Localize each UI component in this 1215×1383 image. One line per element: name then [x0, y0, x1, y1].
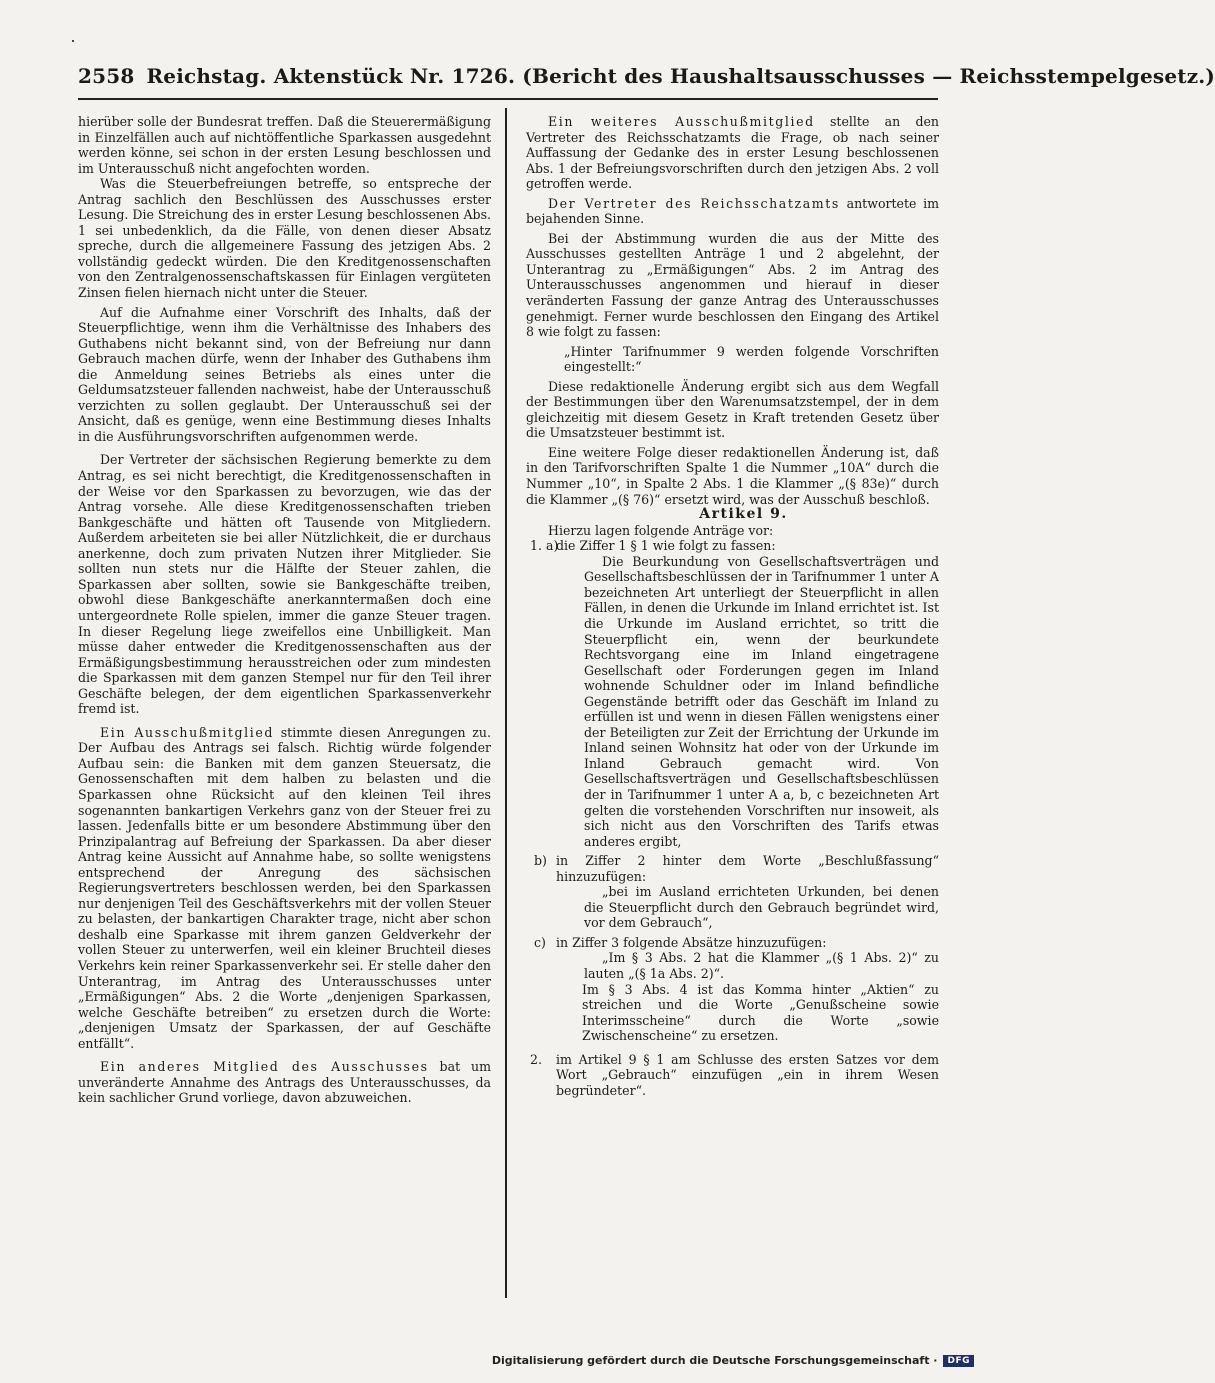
paragraph: Hierzu lagen folgende Anträge vor:	[548, 522, 774, 538]
item-marker: 1. a)	[530, 538, 559, 554]
paragraph	[78, 1059, 491, 1106]
list-item	[526, 1052, 939, 1099]
item-text: in Ziffer 2 hinter dem Worte „Beschlußfassung“ hinzuzufügen:	[556, 853, 939, 884]
digitization-footer	[492, 1354, 974, 1367]
paragraph-text: stellte an den Vertreter des Reichsschatzamts die Frage, ob nach seiner Auffassung der Gedanke des in erster Lesung beschlossenen Abs. 1 der Befreiungsvorschriften durch den jetzigen Abs. 2 voll getroffen werde.	[526, 114, 939, 192]
paragraph: Diese redaktionelle Änderung ergibt sich aus dem Wegfall der Bestimmungen über den Warenumsatzstempel, der in dem gleichzeitig mit diesem Gesetz in Kraft tretenden Gesetz über die Umsatzsteuer bestimmt ist.	[526, 378, 939, 441]
item-text: im Artikel 9 § 1 am Schlusse des ersten Satzes vor dem Wort „Gebrauch“ einzufügen „ein in ihrem Wesen begründeter“.	[556, 1051, 939, 1098]
list-item	[526, 538, 939, 554]
list-item	[526, 853, 939, 884]
page-header	[78, 64, 1215, 88]
paragraph: Der Vertreter der sächsischen Regierung bemerkte zu dem Antrag, es sei nicht berechtigt, die Kreditgenossenschaften in der Weise vor den Sparkassen zu bevorzugen, wie das der Antrag vorsehe. Alle diese Kreditgenossenschaften trieben Bankgeschäfte und hätten oft Tausende von Mitgliedern. Außerdem arbeiteten sie bei aller Nützlichkeit, die er durchaus anerkenne, doch zum privaten Nutzen ihrer Mitglieder. Sie sollten nun stets nur die Hälfte der Steuer zahlen, die Sparkassen aber sollten, sowie sie Bankgeschäfte treiben, obwohl diese Bankgeschäfte anerkanntermaßen doch eine untergeordnete Rolle spielen, immer die ganze Steuer tragen. In dieser Regelung liege zweifellos eine Unbilligkeit. Man müsse daher entweder die Kreditgenossenschaften aus der Ermäßigungsbestimmung herausstreichen oder zum mindesten die Sparkassen mit dem ganzen Stempel nur für den Teil ihrer Geschäfte belegen, der dem eigentlichen Sparkassenverkehr fremd ist.	[78, 452, 491, 717]
article-heading: Artikel 9.	[699, 506, 788, 523]
paragraph	[526, 196, 939, 227]
paragraph-text: antwortete im bejahenden Sinne.	[526, 195, 939, 227]
quoted-text: „Im § 3 Abs. 2 hat die Klammer „(§ 1 Abs. 2)“ zu lauten „(§ 1a Abs. 2)“.	[584, 950, 939, 981]
paragraph: Was die Steuerbefreiungen betreffe, so entspreche der Antrag sachlich den Beschlüssen des Ausschusses erster Lesung. Die Streichung des in erster Lesung beschlossenen Abs. 1 sei unbedenklich, da die Fälle, von denen dieser Absatz spreche, durch die allgemeinere Fassung des jetzigen Abs. 2 vollständig gedeckt würden. Die den Kreditgenossenschaften von den Zentralgenossenschaftskassen für Einlagen vergüteten Zinsen fielen hiernach nicht unter die Steuer.	[78, 176, 491, 301]
item-text: die Ziffer 1 § 1 wie folgt zu fassen:	[556, 538, 776, 554]
page-number: 2558	[78, 64, 135, 88]
paragraph-text: bat um unveränderte Annahme des Antrags des Unterausschusses, da kein sachlicher Grund vorliege, davon abzuweichen.	[78, 1059, 491, 1106]
spaced-lead: Ein weiteres Ausschußmitglied	[548, 114, 815, 129]
spaced-lead: Ein Ausschußmitglied	[100, 724, 275, 740]
paragraph-text: stimmte diesen Anregungen zu. Der Aufbau des Antrags sei falsch. Richtig würde folgender Aufbau sein: die Banken mit dem ganzen Steuersatz, die Genossenschaften mit dem halben zu belasten und die Sparkassen ohne Rücksicht auf den kleinen Teil ihres sogenannten bankartigen Verkehrs ganz von der Steuer frei zu lassen. Jedenfalls bitte er um besondere Abstimmung über den Prinzipalantrag auf Befreiung der Sparkassen. Da aber dieser Antrag keine Aussicht auf Annahme habe, so sollte wenigstens entsprechend der Anregung des sächsischen Regierungsvertreters beschlossen werden, bei den Sparkassen nur denjenigen Teil des Geschäftsverkehrs mit der vollen Steuer zu belasten, der bankartigen Charakter trage, nicht aber schon deshalb eine Sparkasse mit ihrem ganzen Geldverkehr der vollen Steuer zu unterwerfen, weil ein kleiner Bruchteil dieses Verkehrs kein reiner Sparkassenverkehr sei. Er stelle daher den Unterantrag, im Antrag des Unterausschusses unter „Ermäßigungen“ Abs. 2 die Worte „denjenigen Sparkassen, welche Geschäfte betreiben“ zu ersetzen durch die Worte: „denjenigen Umsatz der Sparkassen, der auf Geschäfte entfällt“.	[78, 724, 491, 1051]
item-text: in Ziffer 3 folgende Absätze hinzuzufügen:	[556, 934, 827, 950]
spaced-lead: Ein anderes Mitglied des Ausschusses	[100, 1059, 429, 1075]
paragraph: Eine weitere Folge dieser redaktionellen Änderung ist, daß in den Tarifvorschriften Spalte 1 die Nummer „10A“ durch die Nummer „10“, in Spalte 2 Abs. 1 die Klammer „(§ 83e)“ durch die Klammer „(§ 76)“ ersetzt wird, was der Ausschuß beschloß.	[526, 444, 939, 507]
scan-mark	[72, 40, 74, 42]
left-column	[78, 114, 491, 1106]
quoted-text: Im § 3 Abs. 4 ist das Komma hinter „Aktien“ zu streichen und die Worte „Genußscheine sowie Interimsscheine“ durch die Worte „sowie Zwischenscheine“ zu ersetzen.	[582, 981, 939, 1044]
quoted-text: „bei im Ausland errichteten Urkunden, bei denen die Steuerpflicht durch den Gebrauch begründet wird, vor dem Gebrauch“,	[584, 884, 939, 931]
item-marker: b)	[534, 853, 547, 869]
dfg-logo: DFG	[943, 1355, 974, 1367]
paragraph	[526, 114, 939, 192]
column-divider	[505, 108, 507, 1298]
list-item	[526, 935, 939, 951]
item-marker: 2.	[530, 1051, 542, 1067]
item-marker: c)	[534, 934, 546, 950]
paragraph: Bei der Abstimmung wurden die aus der Mitte des Ausschusses gestellten Anträge 1 und 2 abgelehnt, der Unterantrag zu „Ermäßigungen“ Abs. 2 im Antrag des Unterausschusses angenommen und hierauf in dieser veränderten Fassung der ganze Antrag des Unterausschusses genehmigt. Ferner wurde beschlossen den Eingang des Artikel 8 wie folgt zu fassen:	[526, 230, 939, 340]
right-column	[526, 114, 939, 1098]
footer-text: Digitalisierung gefördert durch die Deutsche Forschungsgemeinschaft ·	[491, 1354, 938, 1367]
paragraph	[78, 725, 491, 1051]
header-title: Reichstag. Aktenstück Nr. 1726. (Bericht des Haushaltsausschusses — Reichsstempelgesetz.)	[146, 64, 1215, 88]
paragraph: hierüber solle der Bundesrat treffen. Daß die Steuerermäßigung in Einzelfällen auch auf nichtöffentliche Sparkassen ausgedehnt werden könne, sei schon in der ersten Lesung beschlossen und im Unterausschuß nicht angefochten worden.	[78, 114, 491, 176]
quoted-text: Die Beurkundung von Gesellschaftsverträgen und Gesellschaftsbeschlüssen der in Tarifnummer 1 unter A bezeichneten Art unterliegt der Steuerpflicht in allen Fällen, in denen die Urkunde im Inland errichtet ist. Ist die Urkunde im Ausland errichtet, so tritt die Steuerpflicht ein, wenn der beurkundete Rechtsvorgang eine im Inland eingetragene Gesellschaft oder Forderungen gegen im Inland wohnende Schuldner oder im Inland befindliche Gegenstände betrifft oder das Geschäft im Inland zu erfüllen ist und wenn in diesen Fällen wenigstens einer der Beteiligten zur Zeit der Errichtung der Urkunde im Inland seinen Wohnsitz hat oder von der Urkunde im Inland Gebrauch gemacht wird. Von Gesellschaftsverträgen und Gesellschaftsbeschlüssen der in Tarifnummer 1 unter A a, b, c bezeichneten Art gelten die vorstehenden Vorschriften nur insoweit, als sich nicht aus den Vorschriften des Tarifs etwas anderes ergibt,	[584, 553, 939, 849]
spaced-lead: Der Vertreter des Reichsschatzamts	[548, 195, 840, 211]
paragraph: Auf die Aufnahme einer Vorschrift des Inhalts, daß der Steuerpflichtige, wenn ihm die Verhältnisse des Inhabers des Guthabens nicht bekannt sind, von der Befreiung nur dann Gebrauch machen dürfe, wenn der Inhaber des Guthabens ihm die Anmeldung seines Betriebs als eines unter die Geldumsatzsteuer fallenden nachweist, habe der Unterausschuß verzichten zu sollen geglaubt. Der Unterausschuß sei der Ansicht, daß es genüge, wenn eine Bestimmung dieses Inhalts in die Ausführungsvorschriften aufgenommen werde.	[78, 304, 491, 444]
header-rule	[78, 98, 938, 100]
quoted-text: „Hinter Tarifnummer 9 werden folgende Vorschriften eingestellt:“	[564, 343, 939, 375]
